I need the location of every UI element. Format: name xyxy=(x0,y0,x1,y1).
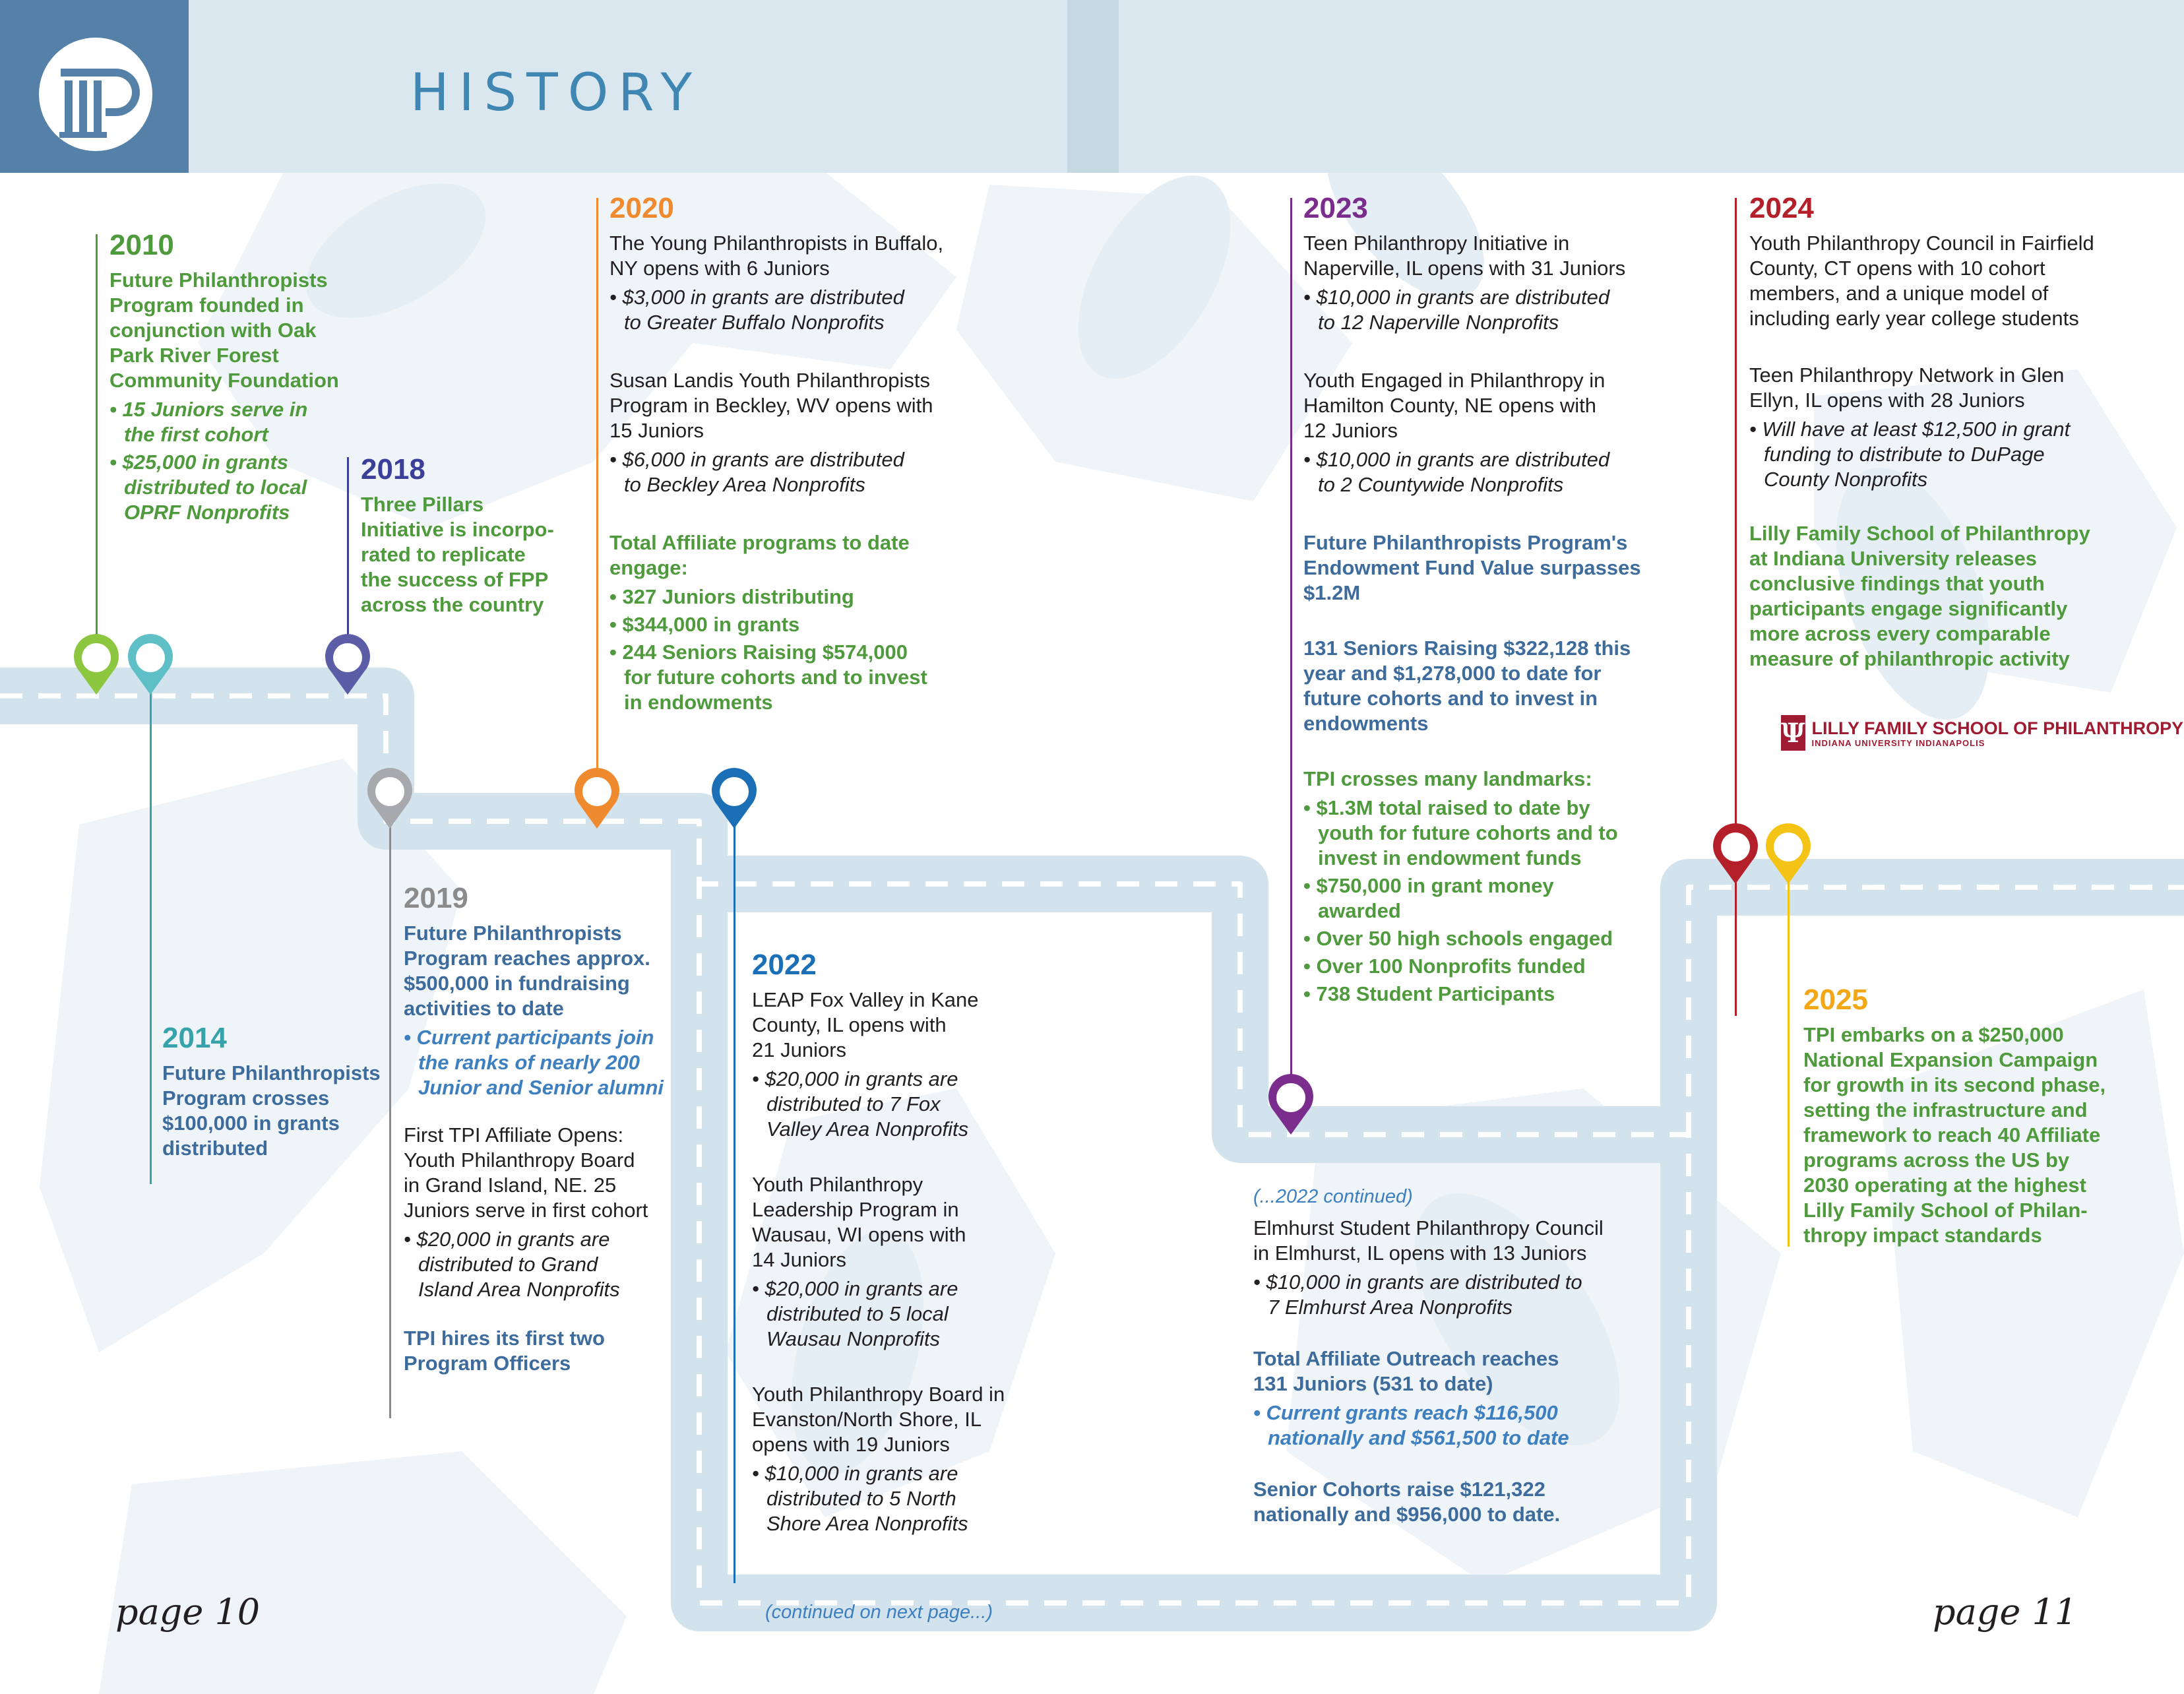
lilly-logo-sub: INDIANA UNIVERSITY INDIANAPOLIS xyxy=(1811,737,1985,748)
entry-2023-seniors: 131 Seniors Raising $322,128 this year and $1,278,000 to date for future cohorts and to invest in endowments xyxy=(1303,637,1631,735)
entry-2018 xyxy=(361,453,578,621)
entry-2023-landmark-bullet: • Over 100 Nonprofits funded xyxy=(1303,954,1673,979)
entry-2023-hamilton-bullet: • $10,000 in grants are distributed to 2 Countywide Nonprofits xyxy=(1303,447,1673,497)
entry-2023 xyxy=(1303,191,1673,1009)
pin-2024-icon xyxy=(1713,823,1758,884)
year-2010: 2010 xyxy=(109,229,174,261)
entry-2023-landmark-bullet: • $1.3M total raised to date by youth for future cohorts and to invest in endowment funds xyxy=(1303,796,1673,871)
entry-2023-landmark-bullet: • 738 Student Participants xyxy=(1303,982,1673,1007)
entry-2024-fairfield: Youth Philanthropy Council in Fairfield County, CT opens with 10 cohort members, and a unique model of including early year college students xyxy=(1749,232,2094,330)
entry-2022-seniors: Senior Cohorts raise $121,322 nationally and $956,000 to date. xyxy=(1253,1478,1561,1526)
entry-2019 xyxy=(404,881,687,1380)
year-2019: 2019 xyxy=(404,882,468,914)
entry-2019-affiliate-bullet: • $20,000 in grants are distributed to Grand Island Area Nonprofits xyxy=(404,1227,687,1302)
entry-2020-beckley-bullet: • $6,000 in grants are distributed to Beckley Area Nonprofits xyxy=(609,447,979,497)
entry-2019-text: Future Philanthropists Program reaches approx. $500,000 in fundraising activities to date xyxy=(404,922,650,1020)
entry-2023-landmark-bullet: • $750,000 in grant money awarded xyxy=(1303,873,1673,924)
entry-2022-elmhurst-bullet: • $10,000 in grants are distributed to 7 Elmhurst Area Nonprofits xyxy=(1253,1270,1649,1320)
entry-2022-evanston: Youth Philanthropy Board in Evanston/North Shore, IL opens with 19 Juniors xyxy=(752,1383,1005,1456)
entry-2024-lilly: Lilly Family School of Philanthropy at Indiana University releases conclusive findings that youth participants engage significantly more across every comparable measure of philanthropic activity xyxy=(1749,522,2090,670)
entry-2025 xyxy=(1803,983,2133,1252)
entry-2020-total: Total Affiliate programs to date engage: xyxy=(609,531,910,579)
entry-2020-total-bullet: • $344,000 in grants xyxy=(609,612,979,637)
entry-2023-landmark-bullet: • Over 50 high schools engaged xyxy=(1303,926,1673,951)
lilly-school-logo xyxy=(1781,714,2184,752)
pin-2023-icon xyxy=(1268,1074,1313,1135)
entry-2022-leap-bullet: • $20,000 in grants are distributed to 7 Fox Valley Area Nonprofits xyxy=(752,1067,1016,1142)
entry-2020-buffalo: The Young Philanthropists in Buffalo, NY opens with 6 Juniors xyxy=(609,232,944,280)
pin-2020-icon xyxy=(575,768,619,829)
year-2020: 2020 xyxy=(609,192,674,224)
entry-2023-hamilton: Youth Engaged in Philanthropy in Hamilton County, NE opens with 12 Juniors xyxy=(1303,369,1606,442)
entry-2014 xyxy=(162,1021,400,1165)
continued-note: (...2022 continued) xyxy=(1253,1186,1413,1207)
year-2018: 2018 xyxy=(361,453,425,486)
page-number-right: page 11 xyxy=(1933,1591,2078,1633)
entry-2024 xyxy=(1749,191,2158,675)
entry-2019-hires: TPI hires its first two Program Officers xyxy=(404,1327,605,1375)
entry-2010 xyxy=(109,228,373,528)
entry-2010-text: Future Philanthropists Program founded in conjunction with Oak Park River Forest Community Foundation xyxy=(109,268,339,392)
entry-2022-outreach-bullet: • Current grants reach $116,500 nationally and $561,500 to date xyxy=(1253,1400,1649,1451)
year-2022: 2022 xyxy=(752,949,817,981)
continued-next-page-note: (continued on next page...) xyxy=(765,1602,993,1623)
iu-trident-icon: Ψ xyxy=(1781,715,1805,751)
entry-2024-glen: Teen Philanthropy Network in Glen Ellyn, IL opens with 28 Juniors xyxy=(1749,363,2065,412)
entry-2022-outreach: Total Affiliate Outreach reaches 131 Juniors (531 to date) xyxy=(1253,1347,1559,1395)
pin-2025-icon xyxy=(1766,823,1811,884)
entry-2020-total-bullet: • 244 Seniors Raising $574,000 for future cohorts and to invest in endowments xyxy=(609,640,979,715)
page-title: HISTORY xyxy=(410,63,702,123)
entry-2023-landmarks: TPI crosses many landmarks: xyxy=(1303,767,1592,790)
lilly-logo-name: LILLY FAMILY SCHOOL OF PHILANTHROPY xyxy=(1811,718,2184,738)
entry-2023-naperville-bullet: • $10,000 in grants are distributed to 12 Naperville Nonprofits xyxy=(1303,285,1673,335)
pin-2022-icon xyxy=(712,768,757,829)
entry-2022 xyxy=(752,948,1016,1539)
entry-2020-beckley: Susan Landis Youth Philanthropists Program in Beckley, WV opens with 15 Juniors xyxy=(609,369,933,442)
entry-2022-elmhurst: Elmhurst Student Philanthropy Council in Elmhurst, IL opens with 13 Juniors xyxy=(1253,1216,1604,1265)
pin-2018-icon xyxy=(325,634,370,695)
entry-2019-bullet: • Current participants join the ranks of nearly 200 Junior and Senior alumni xyxy=(404,1025,687,1100)
pin-2010-icon xyxy=(74,634,119,695)
entry-2022-leap: LEAP Fox Valley in Kane County, IL opens with 21 Juniors xyxy=(752,988,979,1061)
entry-2024-glen-bullet: • Will have at least $12,500 in grant funding to distribute to DuPage County Nonprofits xyxy=(1749,417,2158,492)
entry-2018-text: Three Pillars Initiative is incorpo- rated to replicate the success of FPP across the country xyxy=(361,493,554,616)
pin-2014-icon xyxy=(128,634,173,695)
year-2024: 2024 xyxy=(1749,192,1814,224)
year-2023: 2023 xyxy=(1303,192,1368,224)
entry-2022-wausau-bullet: • $20,000 in grants are distributed to 5 local Wausau Nonprofits xyxy=(752,1276,1016,1352)
entry-2014-text: Future Philanthropists Program crosses $100,000 in grants distributed xyxy=(162,1061,381,1160)
entry-2010-bullet: • 15 Juniors serve in the first cohort xyxy=(109,397,373,447)
entry-2022-evanston-bullet: • $10,000 in grants are distributed to 5 North Shore Area Nonprofits xyxy=(752,1461,1016,1536)
entry-2010-bullet: • $25,000 in grants distributed to local OPRF Nonprofits xyxy=(109,450,373,525)
entry-2022-continued xyxy=(1253,1184,1649,1531)
entry-2023-naperville: Teen Philanthropy Initiative in Naperville, IL opens with 31 Juniors xyxy=(1303,232,1626,280)
entry-2020 xyxy=(609,191,979,718)
entry-2025-text: TPI embarks on a $250,000 National Expansion Campaign for growth in its second phase, setting the infrastructure and framework to reach 40 Affiliate programs across the US by 2030 operating at the highest Lilly Family School of Philan- thropy impact standards xyxy=(1803,1023,2106,1247)
year-2014: 2014 xyxy=(162,1022,227,1054)
entry-2020-buffalo-bullet: • $3,000 in grants are distributed to Greater Buffalo Nonprofits xyxy=(609,285,979,335)
entry-2019-affiliate: First TPI Affiliate Opens: Youth Philanthropy Board in Grand Island, NE. 25 Juniors serve in first cohort xyxy=(404,1123,648,1222)
entry-2023-endowment: Future Philanthropists Program's Endowment Fund Value surpasses $1.2M xyxy=(1303,531,1641,604)
year-2025: 2025 xyxy=(1803,984,1868,1016)
pin-2019-icon xyxy=(367,768,412,829)
page-number-left: page 10 xyxy=(115,1591,261,1633)
entry-2022-wausau: Youth Philanthropy Leadership Program in Wausau, WI opens with 14 Juniors xyxy=(752,1173,966,1271)
entry-2020-total-bullet: • 327 Juniors distributing xyxy=(609,584,979,610)
